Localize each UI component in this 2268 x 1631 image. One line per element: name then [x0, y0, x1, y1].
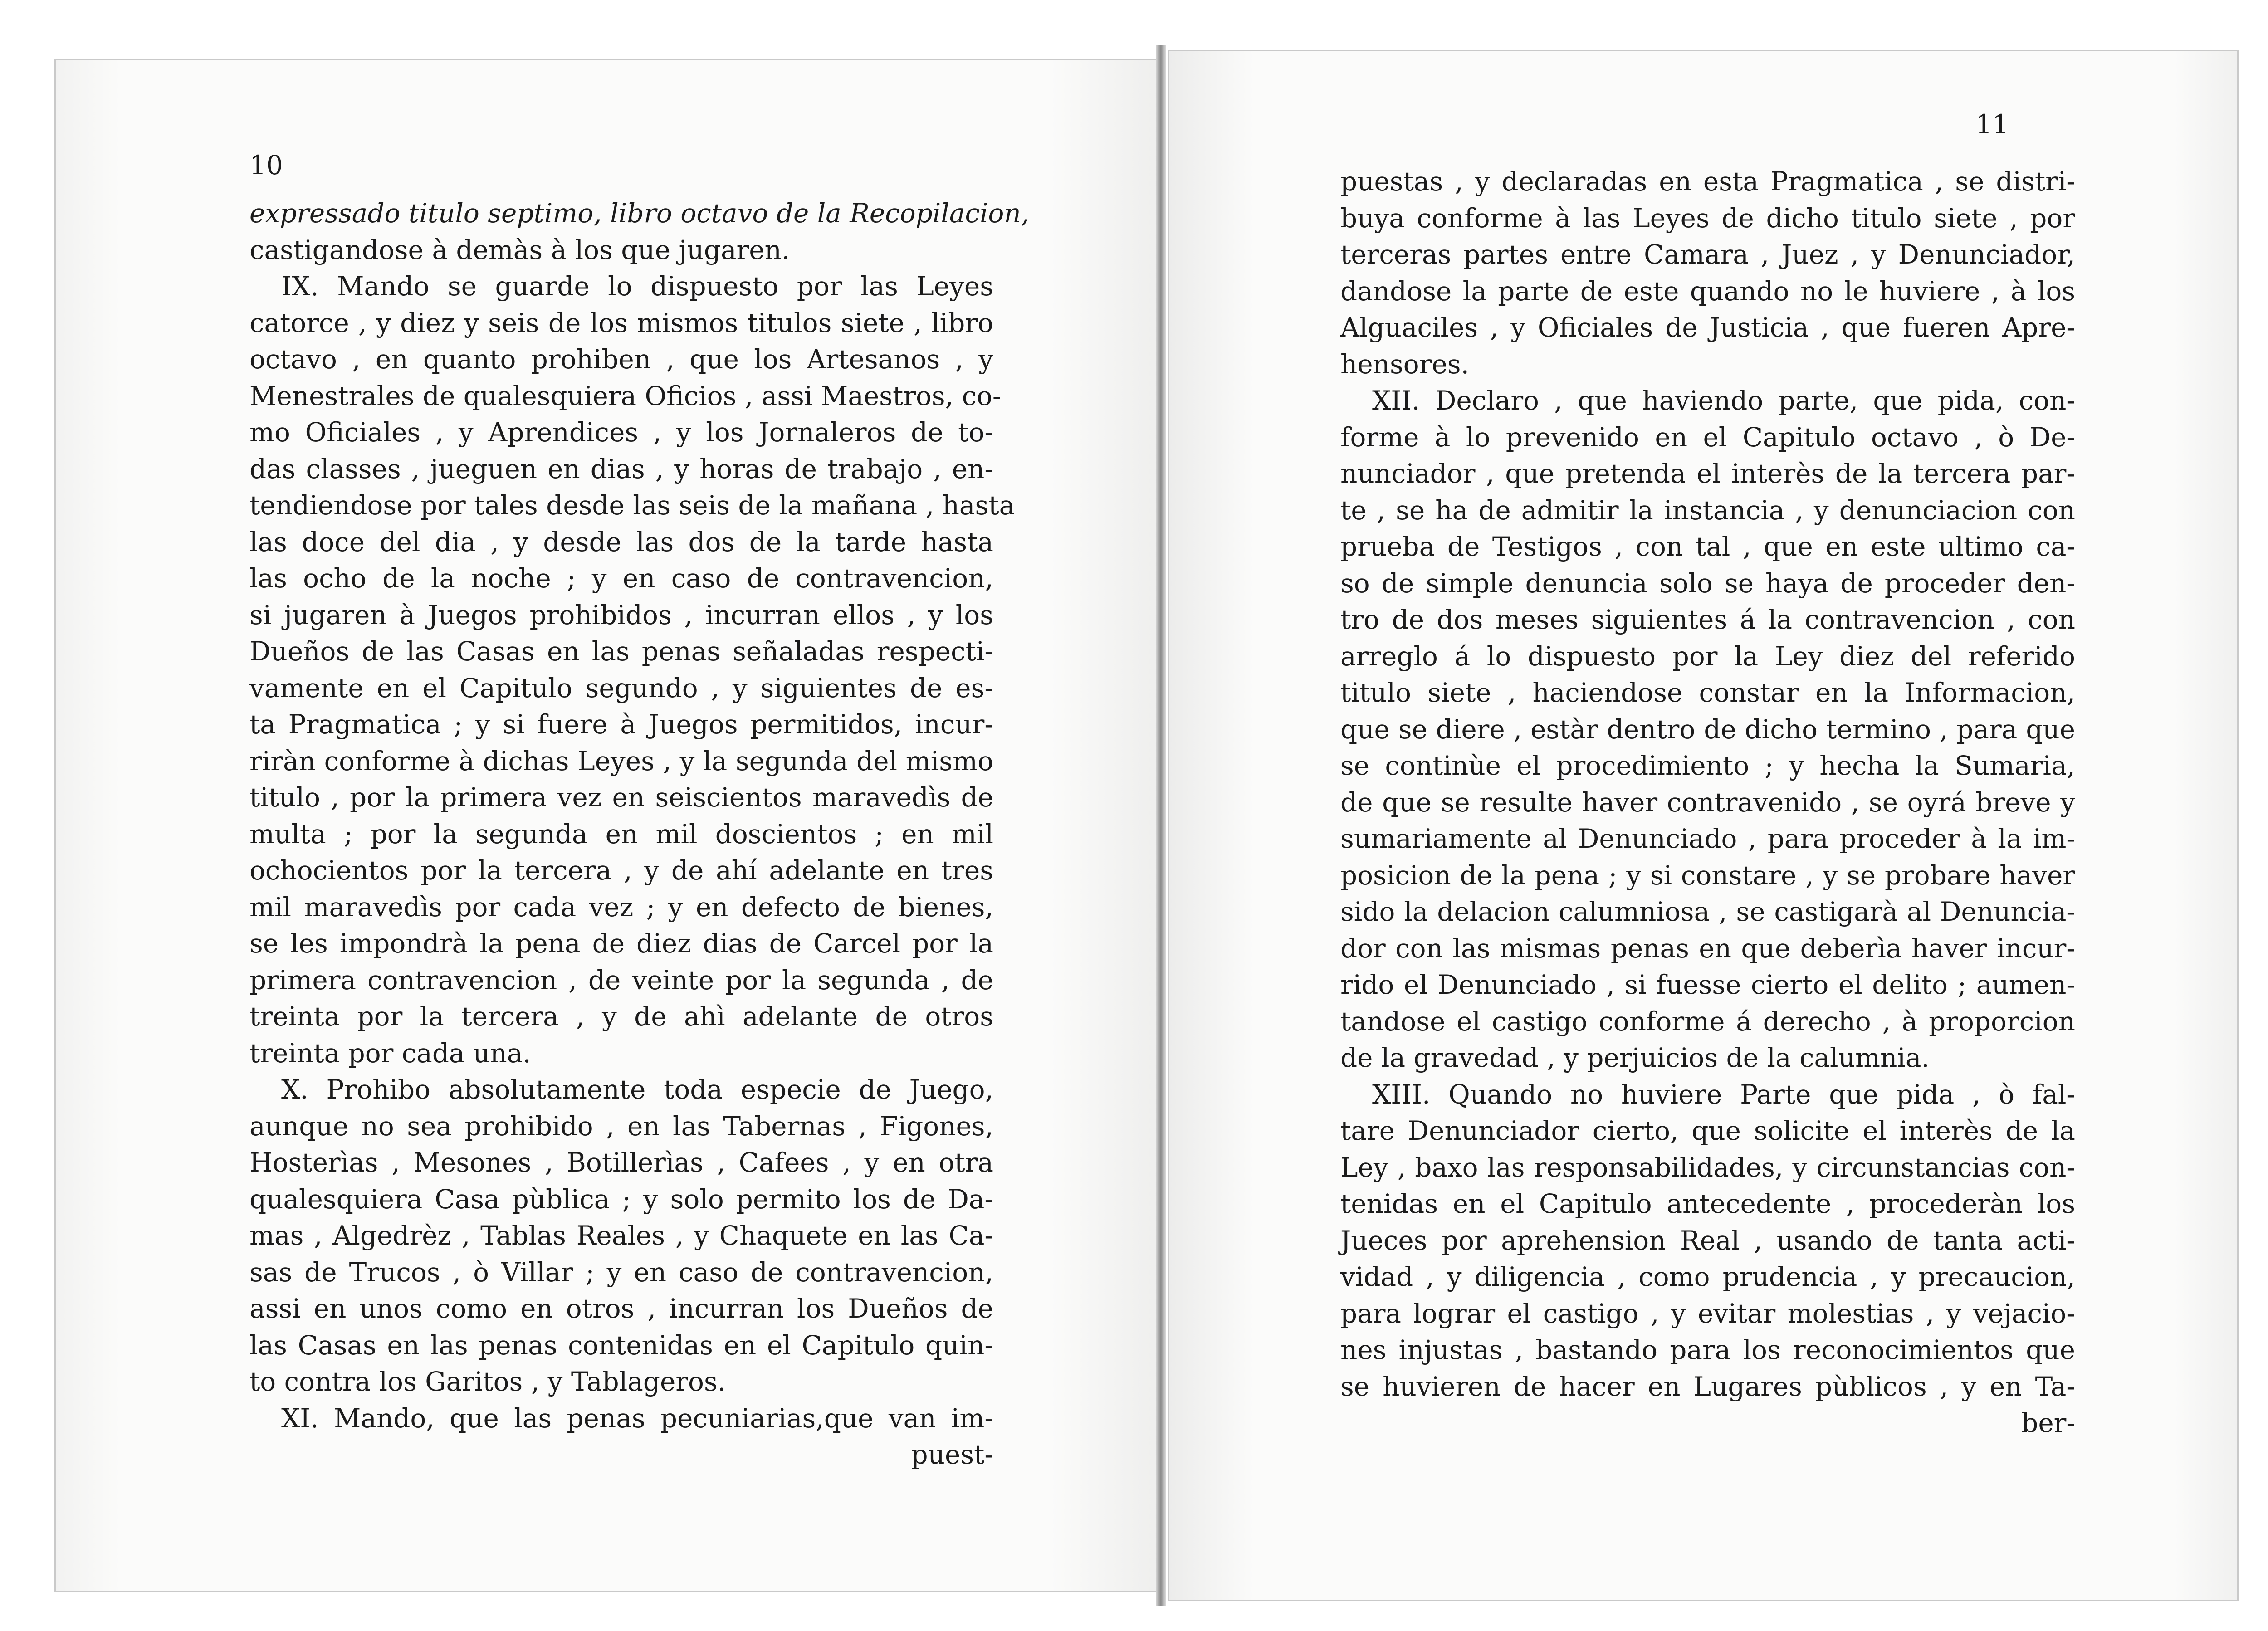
right-page-number: 11 [1975, 109, 2009, 140]
text-line: ta Pragmatica ; y si fuere à Juegos permitidos, incur- [249, 709, 993, 740]
text-line: forme à lo prevenido en el Capitulo octavo , ò De- [1340, 421, 2075, 453]
text-line: ber- [2021, 1407, 2075, 1438]
text-line: las doce del dia , y desde las dos de la tarde hasta [249, 526, 993, 557]
text-line: sido la delacion calumniosa , se castigarà al Denuncia- [1340, 896, 2075, 927]
text-line: tendiendose por tales desde las seis de la mañana , hasta [249, 490, 1015, 521]
text-line: puestas , y declaradas en esta Pragmatica , se distri- [1340, 166, 2075, 197]
text-line: las Casas en las penas contenidas en el Capitulo quin- [249, 1329, 993, 1361]
text-line: las ocho de la noche ; y en caso de contravencion, [249, 563, 993, 594]
text-line: XIII. Quando no huviere Parte que pida , ò fal- [1372, 1079, 2075, 1110]
right-page [1168, 50, 2239, 1601]
text-line: riràn conforme à dichas Leyes , y la segunda del mismo [249, 745, 993, 776]
left-page [54, 59, 1161, 1592]
text-line: sas de Trucos , ò Villar ; y en caso de contravencion, [249, 1256, 993, 1288]
text-line: vidad , y diligencia , como prudencia , y precaucion, [1340, 1261, 2075, 1292]
text-line: hensores. [1340, 348, 1469, 380]
text-line: primera contravencion , de veinte por la segunda , de [249, 964, 993, 996]
text-line: nes injustas , bastando para los reconocimientos que [1340, 1334, 2075, 1365]
text-line: titulo siete , haciendose constar en la Informacion, [1340, 677, 2075, 708]
text-line: octavo , en quanto prohiben , que los Artesanos , y [249, 344, 993, 375]
text-line: dandose la parte de este quando no le huviere , à los [1340, 275, 2075, 307]
text-line: Ley , baxo las responsabilidades, y circunstancias con- [1340, 1152, 2075, 1183]
text-line: te , se ha de admitir la instancia , y denunciacion con [1340, 494, 2075, 526]
text-line: Menestrales de qualesquiera Oficios , assi Maestros, co- [249, 380, 1002, 411]
book-gutter [1156, 45, 1166, 1606]
text-line: prueba de Testigos , con tal , que en este ultimo ca- [1340, 531, 2075, 562]
text-line: buya conforme à las Leyes de dicho titulo siete , por [1340, 202, 2075, 234]
text-line: puest- [911, 1439, 993, 1470]
text-line: dor con las mismas penas en que deberìa haver incur- [1340, 933, 2075, 964]
text-line: XI. Mando, que las penas pecuniarias,que van im- [281, 1402, 993, 1434]
text-line: se les impondrà la pena de diez dias de Carcel por la [249, 928, 993, 959]
text-line: mas , Algedrèz , Tablas Reales , y Chaquete en las Ca- [249, 1220, 993, 1251]
text-line: se continùe el procedimiento ; y hecha la Sumaria, [1340, 750, 2075, 781]
text-line: multa ; por la segunda en mil doscientos ; en mil [249, 818, 993, 850]
text-line: arreglo á lo dispuesto por la Ley diez del referido [1340, 640, 2075, 672]
text-line: aunque no sea prohibido , en las Tabernas , Figones, [249, 1110, 993, 1142]
text-line: de que se resulte haver contravenido , se oyrá breve y [1340, 786, 2075, 818]
text-line: treinta por cada una. [249, 1037, 531, 1069]
text-line: Alguaciles , y Oficiales de Justicia , que fueren Apre- [1340, 312, 2075, 343]
text-line: X. Prohibo absolutamente toda especie de Juego, [281, 1074, 993, 1105]
left-page-number: 10 [249, 150, 283, 181]
text-line: para lograr el castigo , y evitar molestias , y vejacio- [1340, 1298, 2075, 1329]
text-line: to contra los Garitos , y Tablageros. [249, 1366, 726, 1397]
text-line: qualesquiera Casa pùblica ; y solo permito los de Da- [249, 1183, 993, 1215]
text-line: das classes , jueguen en dias , y horas de trabajo , en- [249, 453, 993, 484]
text-line: rido el Denunciado , si fuesse cierto el delito ; aumen- [1340, 969, 2075, 1000]
text-line: mil maravedìs por cada vez ; y en defecto de bienes, [249, 891, 993, 923]
text-line: que se diere , estàr dentro de dicho termino , para que [1340, 713, 2075, 745]
text-line: XII. Declaro , que haviendo parte, que pida, con- [1372, 385, 2075, 416]
text-line: Hosterìas , Mesones , Botillerìas , Cafees , y en otra [249, 1147, 993, 1178]
text-line: posicion de la pena ; y si constare , y se probare haver [1340, 859, 2075, 891]
text-line: se huvieren de hacer en Lugares pùblicos , y en Ta- [1340, 1371, 2075, 1402]
right-page-text [1340, 163, 2075, 1441]
text-line: mo Oficiales , y Aprendices , y los Jornaleros de to- [249, 417, 993, 448]
text-line: Jueces por aprehension Real , usando de tanta acti- [1340, 1225, 2075, 1256]
text-line: ochocientos por la tercera , y de ahí adelante en tres [249, 855, 993, 886]
text-line: castigandose à demàs à los que jugaren. [249, 234, 790, 265]
text-line: treinta por la tercera , y de ahì adelante de otros [249, 1001, 993, 1032]
text-line: si jugaren à Juegos prohibidos , incurran ellos , y los [249, 599, 993, 630]
text-line: de la gravedad , y perjuicios de la calumnia. [1340, 1042, 1930, 1073]
text-line: tare Denunciador cierto, que solicite el interès de la [1340, 1115, 2075, 1146]
text-line: tandose el castigo conforme á derecho , à proporcion [1340, 1006, 2075, 1037]
text-line: titulo , por la primera vez en seiscientos maravedìs de [249, 782, 993, 813]
text-line: sumariamente al Denunciado , para proceder à la im- [1340, 823, 2075, 854]
text-line: expressado titulo septimo, libro octavo de la Recopilacion, [249, 198, 1030, 229]
text-line: tenidas en el Capitulo antecedente , procederàn los [1340, 1188, 2075, 1219]
text-line: catorce , y diez y seis de los mismos titulos siete , libro [249, 307, 993, 338]
text-line: IX. Mando se guarde lo dispuesto por las Leyes [281, 271, 993, 302]
text-line: terceras partes entre Camara , Juez , y Denunciador, [1340, 239, 2075, 270]
text-line: vamente en el Capitulo segundo , y siguientes de es- [249, 672, 993, 703]
text-line: tro de dos meses siguientes á la contravencion , con [1340, 604, 2075, 635]
text-line: Dueños de las Casas en las penas señaladas respecti- [249, 636, 993, 667]
left-page-text [249, 195, 1030, 1473]
text-line: so de simple denuncia solo se haya de proceder den- [1340, 567, 2075, 599]
text-line: assi en unos como en otros , incurran los Dueños de [249, 1293, 993, 1324]
text-line: nunciador , que pretenda el interès de la tercera par- [1340, 458, 2075, 489]
